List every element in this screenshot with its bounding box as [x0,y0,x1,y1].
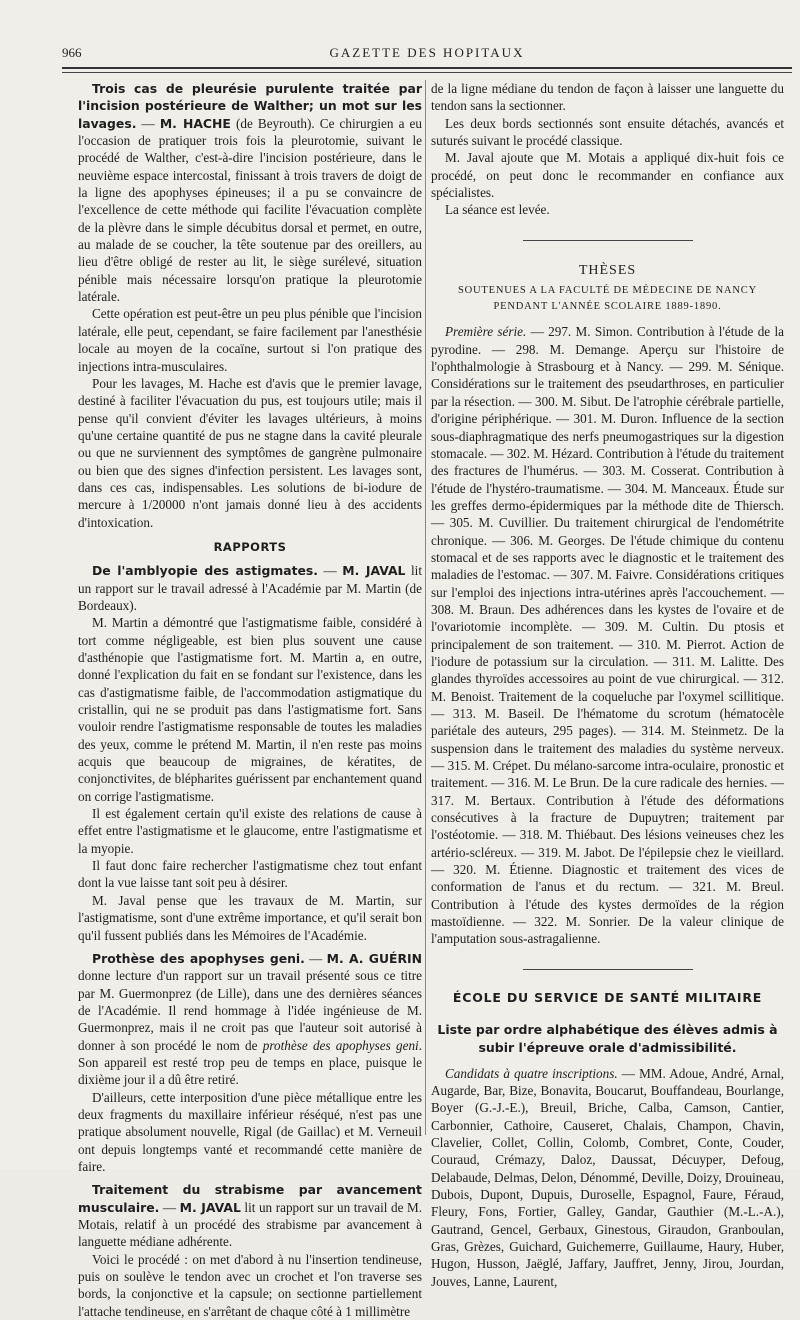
page-header [62,45,792,65]
section-heading-ecole: ÉCOLE DU SERVICE DE SANTÉ MILITAIRE [452,990,763,1006]
ornament-divider [431,231,784,248]
paragraph: Cette opération est peut-être un peu plus pénible que l'incision latérale, elle peut, cependant, se faire facilement par l'anesthésie locale au moyen de la cocaïne, surtout si l'on pratique des injections intra-musculaires. [78,306,422,374]
paragraph: La séance est levée. [445,202,550,218]
article-strabisme: Traitement du strabisme par avancement musculaire. — M. JAVAL lit un rapport sur un travail de M. Motais, relatif à un procédé des strabisme par avancement à languette médiane adhérente. [78,1182,422,1250]
header-rule-thick [62,67,792,69]
ornament-divider [431,960,784,977]
right-column [431,80,784,1290]
paragraph: Pour les lavages, M. Hache est d'avis que le premier lavage, destiné à faciliter l'évacuation du pus, est toujours utile; mais il pense qu'il convient d'éviter les lavages ultérieurs, à moins qu'une certaine quantité de pus ne stagne dans la cavité pleurale ou que ne surviennent des symptômes de gangrène pulmonaire ou bien que des signes d'infection persistent. Les lavages sont, dans ces cas, indispensables. Les solutions de bi-iodure de mercure à 1/20000 n'ont jamais donné lieu à des accidents d'intoxication. [78,375,422,530]
paragraph: de la ligne médiane du tendon de façon à laisser une languette du tendon sans la sectionner. [431,81,784,114]
paragraph: Il faut donc faire rechercher l'astigmatisme chez tout enfant dont la vue laisse tant soit peu à désirer. [78,858,422,891]
candidates-list: Candidats à quatre inscriptions. — MM. Adoue, André, Arnal, Augarde, Bar, Bize, Bonavita, Boucarut, Bouffandeau, Bourlange, Boyer (G.-J.-E.), Breuil, Briche, Calba, Camson, Cantier, Carbonnier, Cathoire, Causeret, Chalais, Champon, Chavin, Clavelier, Collet, Collin, Colomb, Combret, Conte, Couder, Couraud, Crémazy, Daloz, Daussat, Décuyper, Defoug, Delabaude, Delmas, Delon, Dénommé, Deville, Doizy, Drouineau, Dubois, Dupont, Dupuis, Duroselle, Espagnol, Faure, Féraud, Fleury, Fons, Fortier, Galley, Gandar, Gauthier (M.-L.-A.), Gautrand, Gencel, Gerbaux, Ginestous, Giraudon, Granboulan, Gras, Grèzes, Guichard, Guichemerre, Guillaume, Haury, Huber, Hugon, Husson, Jaëglé, Jaffary, Jauffret, Jenny, Jirou, Jourdan, Jouves, Lanne, Laurent, [431,1065,784,1289]
running-title: GAZETTE DES HOPITAUX [329,45,525,60]
paragraph: M. Javal ajoute que M. Motais a appliqué dix-huit fois ce procédé, on peut donc le recommander en confiance aux spécialistes. [431,150,784,201]
section-heading-rapports: RAPPORTS [213,539,287,554]
liste-heading: Liste par ordre alphabétique des élèves admis à subir l'épreuve orale d'admissibilité. [437,1021,778,1055]
paragraph: M. Javal pense que les travaux de M. Martin, sur l'astigmatisme, sont d'une extrême importance, et qu'il serait bon qu'il fussent publiés dans les Mémoires de l'Académie. [78,892,422,943]
left-column [78,80,422,1320]
article-prothese: Prothèse des apophyses geni. — M. A. GUÉRIN donne lecture d'un rapport sur un travail présenté sous ce titre par M. Guermonprez (de Lille), dans une des dernières séances de l'Académie. Il rend hommage à l'idée ingénieuse de M. Guermonprez, mais il ne croit pas que l'auteur soit autorisé à donner à son procédé le nom de prothèse des apophyses geni. Son appareil est resté trop peu de temps en place, puisque le dixième jour il a dû être retiré. [78,950,422,1088]
section-heading-theses: THÈSES [578,263,637,279]
paragraph: Voici le procédé : on met d'abord à nu l'insertion tendineuse, puis on soulève le tendon avec un crochet et l'on traverse ses bords, la conjonctive et la capsule; on sectionne partiellement l'attache tendineuse, en s'arrêtant de chaque côté à 1 millimètre [78,1251,422,1319]
article-amblyopie: De l'amblyopie des astigmates. — M. JAVAL lit un rapport sur le travail adressé à l'Académie par M. Martin (de Bordeaux). [78,563,422,613]
paragraph: D'ailleurs, cette interposition d'une pièce métallique entre les deux fragments du maxillaire inférieur réséqué, n'est pas une pratique absolument nouvelle, Rigal (de Gaillac) et M. Verneuil ont depuis longtemps vanté et recommandé cette manière de faire. [78,1089,422,1174]
column-divider [425,80,426,1135]
page-number: 966 [62,45,82,60]
theses-subtitle: SOUTENUES A LA FACULTÉ DE MÉDECINE DE NANCY PENDANT L'ANNÉE SCOLAIRE 1889-1890. [458,285,757,313]
article-pleuresie: Trois cas de pleurésie purulente traitée par l'incision postérieure de Walther; un mot sur les lavages. — M. HACHE (de Beyrouth). Ce chirurgien a eu l'occasion de pratiquer trois fois la pleurotomie, suivant le procédé de Walther, c'est-à-dire l'incision postérieure, dans le neuvième espace intercostal, finissant à trois travers de doigt de la ligne des apophyses épineuses; il a pu se convaincre de l'excellence de cette méthode qui facilite l'évacuation complète de la plèvre dans le simple décubitus dorsal et permet, en outre, au malade de se coucher, la tête soutenue par des oreillers, au lieu d'être obligé de rester au lit, le siège surélevé, situation pénible mais nécessaire lorsqu'on pratique la pleurotomie latérale. [78,81,422,305]
paragraph: Il est également certain qu'il existe des relations de cause à effet entre l'astigmatisme et le glaucome, entre l'astigmatisme et la myopie. [78,806,422,856]
paragraph: Les deux bords sectionnés sont ensuite détachés, avancés et suturés suivant le procédé classique. [431,115,784,149]
paragraph: M. Martin a démontré que l'astigmatisme faible, considéré à tort comme négligeable, est bien plus souvent une cause d'asthénopie que l'astigmatisme fort. M. Martin a, en outre, donné l'explication du fait en se fondant sur l'existence, dans les cas d'astigmatisme faible, de l'accommodation astigmatique du cristallin, qui ne se produit pas dans l'astigmatisme fort. Sans vouloir rendre l'astigmatisme responsable de toutes les maladies des yeux, comme le prétend M. Martin, il n'en reste pas moins acquis que beaucoup de migraines, de kératites, de conjonctivites, de blépharites guérissent par enchantement quand on corrige l'astigmatisme. [78,615,422,804]
theses-list: Première série. — 297. M. Simon. Contribution à l'étude de la pyrodine. — 298. M. Demange. Aperçu sur l'histoire de l'ophthalmologie à Strasbourg et à Nancy. — 299. M. Sénique. Considérations sur le traitement des pseudarthroses, en particulier par la résection. — 300. M. Sibut. De l'atrophie cérébrale partielle, d'origine périphérique. — 301. M. Duron. Influence de la section sous-diaphragmatique des nerfs pneumogastriques sur la digestion stomacale. — 302. M. Hézard. Contribution à l'étude du traitement des fractures de l'humérus. — 303. M. Cosserat. Contribution à l'étude de l'hystéro-traumatisme. — 304. M. Manceaux. Étude sur les greffes dermo-épidermiques par la méthode dite de Thiersch. — 305. M. Cuvillier. Du traitement chirurgical de l'endométrite chronique. — 306. M. Georges. De l'étude chimique du contenu stomacal et de ses rapports avec le diagnostic et le traitement des maladies de l'estomac. — 307. M. Faivre. Considérations critiques sur l'emploi des injections intra-utérines après l'accouchement. — 308. M. Braun. Des adhérences dans les kystes de l'ovaire et de l'ovariotomie incomplète. — 309. M. Cultin. Du ptosis et principalement de son traitement. — 310. M. Pierrot. Action de l'iodure de potassium sur la circulation. — 311. M. Lalitte. Des glandes thyroïdes accessoires au point de vue chirurgical. — 312. M. Benoist. Traitement de la coqueluche par l'oxymel scillitique. — 313. M. Baseil. De l'hématome du scrotum (hématocèle pariétale des auteurs, 295 pages). — 314. M. Steinmetz. De la suspension dans le traitement des maladies du système nerveux. — 315. M. Crépet. Du mélano-sarcome intra-oculaire, pronostic et traitement. — 316. M. Le Brun. De la cure radicale des hernies. — 317. M. Bertaux. Contribution à l'étude des déformations consécutives à la fracture de Dupuytren; traitement par l'ostéotomie. — 318. M. Thiébaut. Des lésions veineuses chez les artério-scléreux. — 319. M. Jabot. De l'épilepsie chez le vieillard. — 320. M. Étienne. Diagnostic et traitement des vices de conformation de l'anus et du rectum. — 321. M. Breul. Contribution à l'étude des kystes dermoïdes de la région mastoïdienne. — 322. M. Sonrier. De la valeur clinique de l'amputation sous-astragalienne. [431,324,784,947]
header-rule-thin [62,72,792,73]
